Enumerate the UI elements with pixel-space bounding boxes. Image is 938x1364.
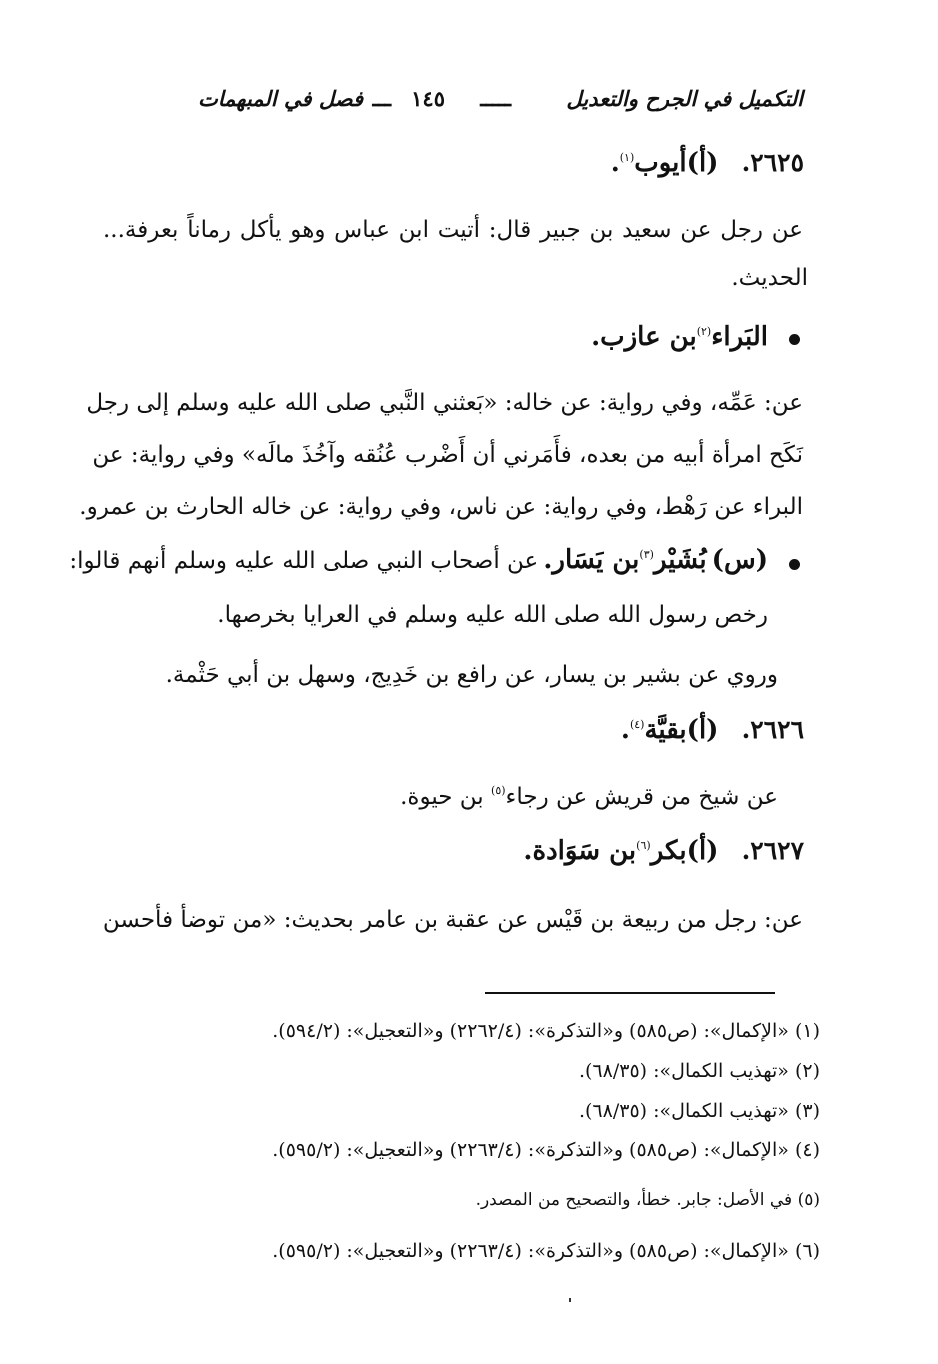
header-dash-1: ـــــ — [480, 86, 511, 111]
entry-text-line: عن: رجل من ربيعة بن قَيْس عن عقبة بن عامر بحديث: «من توضأ فأحسن — [102, 907, 803, 933]
footnote: (٢) «تهذيب الكمال»: (٦٨/٣٥). — [578, 1060, 820, 1082]
narrator-name: أيوب — [634, 148, 687, 178]
scan-speck — [569, 1298, 571, 1302]
footnote: (٥) في الأصل: جابر. خطأ، والتصحيح من المصدر. — [475, 1190, 820, 1210]
entry-text-line: رخص رسول الله صلى الله عليه وسلم في العرايا بخرصها. — [217, 602, 768, 628]
heading-period: . — [620, 715, 630, 745]
entry-text: بن حيوة. — [400, 784, 484, 810]
narrator-name-rest: بن سَوَادة. — [523, 836, 637, 866]
book-title: التكميل في الجرح والتعديل — [566, 86, 803, 111]
footnote-separator — [485, 992, 775, 994]
entry-text: عن شيخ من قريش عن رجاء — [505, 784, 778, 810]
entry-heading — [621, 715, 804, 745]
footnote: (٣) «تهذيب الكمال»: (٦٨/٣٥). — [578, 1100, 820, 1122]
source-symbol: (أ) — [686, 148, 719, 178]
source-symbol: (س) — [711, 545, 768, 575]
entry-text-line: نَكَح امرأة أبيه من بعده، فأَمَرني أن أَضْرب عُنُقه وآخُذَ مالَه» وفي رواية: عن — [92, 442, 803, 468]
footnote-ref: (١) — [619, 151, 635, 164]
entry-text-inline: عن أصحاب النبي صلى الله عليه وسلم أنهم قالوا: — [69, 548, 539, 574]
entry-text-line: عن رجل عن سعيد بن جبير قال: أتيت ابن عباس وهو يأكل رماناً بعرفة... — [103, 217, 803, 243]
entry-text-line: عن: عَمِّه، وفي رواية: عن خاله: «بَعثني النَّبي صلى الله عليه وسلم إلى رجل — [86, 390, 803, 416]
entry-text-line: البراء عن رَهْط، وفي رواية: عن ناس، وفي رواية: عن خاله الحارث بن عمرو. — [79, 494, 803, 520]
footnote-ref: (٢) — [696, 325, 712, 338]
entry-text-line: وروي عن بشير بن يسار، عن رافع بن خَدِيج، وسهل بن أبي حَثْمة. — [165, 662, 778, 688]
page-number: ١٤٥ — [411, 86, 445, 111]
footnote-ref: (٦) — [636, 839, 651, 852]
entry-number: ٢٦٢٧. — [741, 836, 804, 865]
header-dash-2: ـــ — [372, 86, 391, 111]
footnote: (٦) «الإكمال»: (ص٥٨٥) و«التذكرة»: (٢٢٦٣/٤) و«التعجيل»: (٥٩٥/٢). — [272, 1240, 820, 1262]
bullet-icon — [789, 559, 800, 570]
footnote: (٤) «الإكمال»: (ص٥٨٥) و«التذكرة»: (٢٢٦٣/٤) و«التعجيل»: (٥٩٥/٢). — [272, 1139, 820, 1161]
source-symbol: (أ) — [686, 836, 719, 866]
entry-heading — [523, 836, 804, 866]
heading-period: . — [610, 148, 620, 178]
narrator-name-rest: بن عازب. — [591, 322, 697, 352]
narrator-name: بقيَّة — [644, 715, 687, 745]
running-header — [131, 86, 803, 116]
entry-heading — [611, 148, 804, 178]
narrator-name: بُشَيْر — [653, 545, 707, 575]
footnote-ref: (٣) — [639, 548, 654, 561]
bullet-icon — [789, 334, 800, 345]
entry-heading — [69, 545, 768, 575]
entry-text-line — [400, 782, 778, 816]
section-title: فصل في المبهمات — [197, 86, 363, 111]
entry-text-line: الحديث. — [731, 265, 808, 291]
entry-heading — [591, 322, 768, 352]
footnote-ref: (٤) — [629, 718, 645, 731]
footnote: (١) «الإكمال»: (ص٥٨٥) و«التذكرة»: (٢٢٦٢/٤) و«التعجيل»: (٥٩٤/٢). — [272, 1020, 820, 1042]
narrator-name: بكر — [650, 836, 687, 866]
narrator-name: البَراء — [711, 322, 768, 352]
entry-number: ٢٦٢٥. — [741, 148, 804, 177]
entry-number: ٢٦٢٦. — [741, 715, 804, 744]
source-symbol: (أ) — [686, 715, 719, 745]
narrator-name-rest: بن يَسَار. — [543, 545, 640, 575]
footnote-ref: (٥) — [491, 784, 506, 797]
